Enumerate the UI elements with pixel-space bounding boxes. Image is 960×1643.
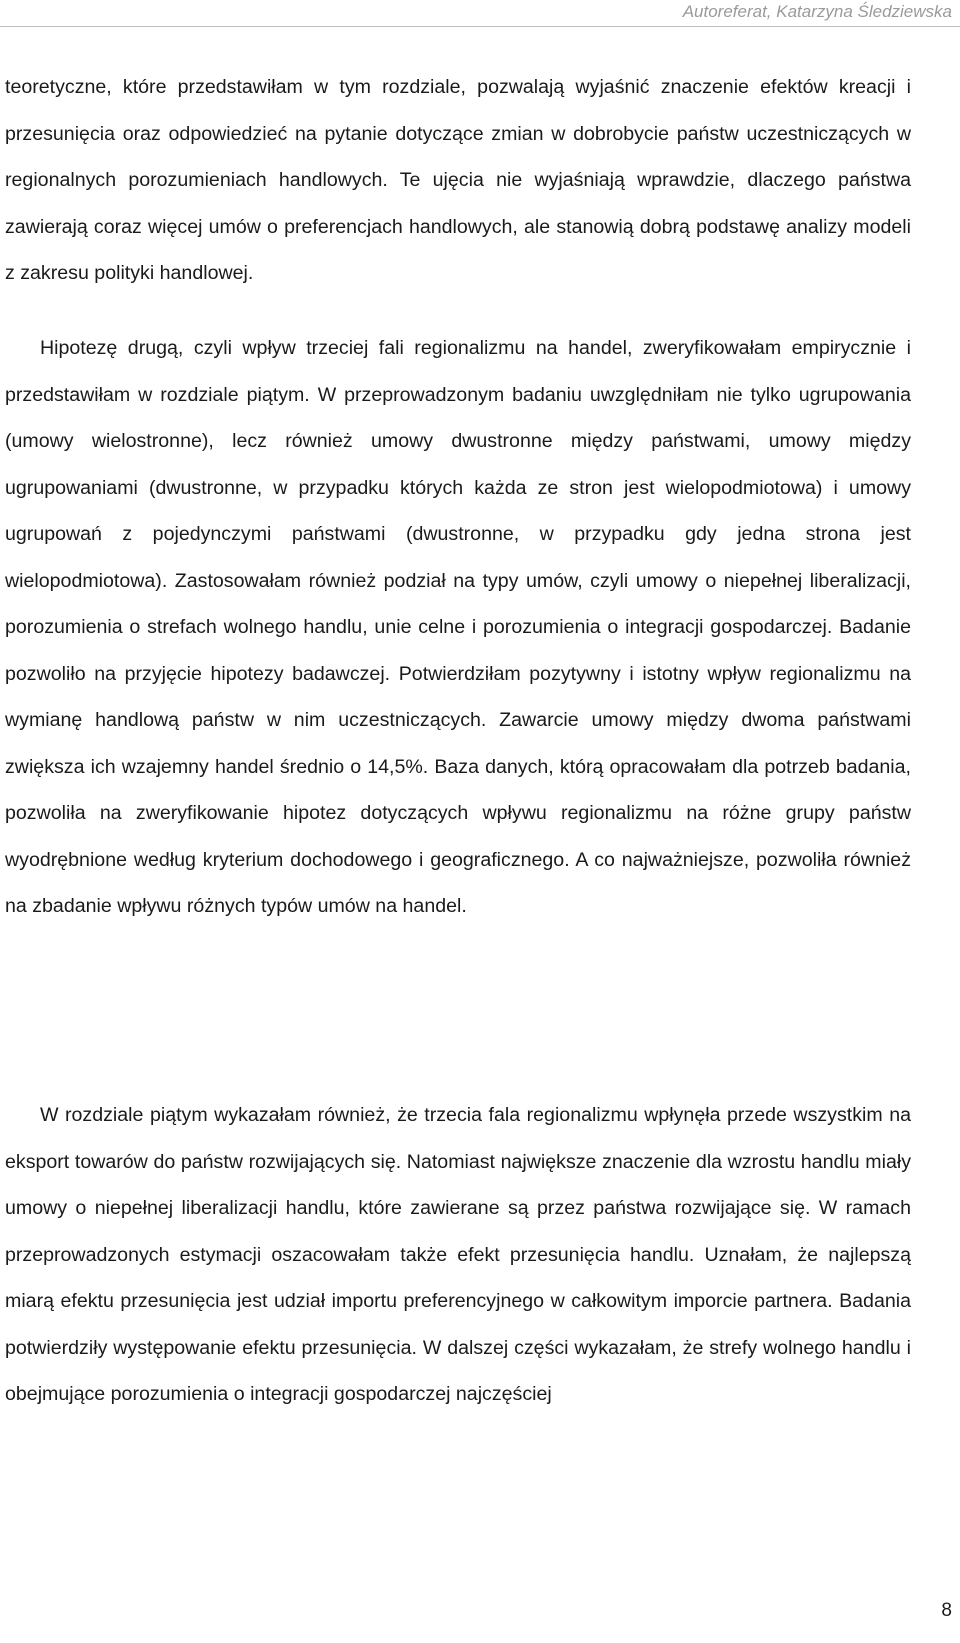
page-number: 8: [941, 1600, 952, 1621]
paragraph-2: Hipotezę drugą, czyli wpływ trzeciej fali regionalizmu na handel, zweryfikowałam empirycznie i przedstawiłam w rozdziale piątym. W przeprowadzonym badaniu uwzględniłam nie tylko ugrupowania (umowy wielostronne), lecz również umowy dwustronne między państwami, umowy między ugrupowaniami (dwustronne, w przypadku których każda ze stron jest wielopodmiotowa) i umowy ugrupowań z pojedynczymi państwami (dwustronne, w przypadku gdy jedna strona jest wielopodmiotowa). Zastosowałam również podział na typy umów, czyli umowy o niepełnej liberalizacji, porozumienia o strefach wolnego handlu, unie celne i porozumienia o integracji gospodarczej. Badanie pozwoliło na przyjęcie hipotezy badawczej. Potwierdziłam pozytywny i istotny wpływ regionalizmu na wymianę handlową państw w nim uczestniczących. Zawarcie umowy między dwoma państwami zwiększa ich wzajemny handel średnio o 14,5%. Baza danych, którą opracowałam dla potrzeb badania, pozwoliła na zweryfikowanie hipotez dotyczących wpływu regionalizmu na różne grupy państw wyodrębnione według kryterium dochodowego i geograficznego. A co najważniejsze, pozwoliła również na zbadanie wpływu różnych typów umów na handel.: [5, 337, 911, 917]
paragraph-1: teoretyczne, które przedstawiłam w tym rozdziale, pozwalają wyjaśnić znaczenie efektów kreacji i przesunięcia oraz odpowiedzieć na pytanie dotyczące zmian w dobrobycie państw uczestniczących w regionalnych porozumieniach handlowych. Te ujęcia nie wyjaśniają wprawdzie, dlaczego państwa zawierają coraz więcej umów o preferencjach handlowych, ale stanowią dobrą podstawę analizy modeli z zakresu polityki handlowej.: [5, 76, 911, 284]
page-header: [0, 0, 960, 27]
running-title: Autoreferat, Katarzyna Śledziewska: [682, 2, 952, 21]
paragraph-3: W rozdziale piątym wykazałam również, że trzecia fala regionalizmu wpłynęła przede wszystkim na eksport towarów do państw rozwijających się. Natomiast największe znaczenie dla wzrostu handlu miały umowy o niepełnej liberalizacji handlu, które zawierane są przez państwa rozwijające się. W ramach przeprowadzonych estymacji oszacowałam także efekt przesunięcia handlu. Uznałam, że najlepszą miarą efektu przesunięcia jest udział importu preferencyjnego w całkowitym imporcie partnera. Badania potwierdziły występowanie efektu przesunięcia. W dalszej części wykazałam, że strefy wolnego handlu i obejmujące porozumienia o integracji gospodarczej najczęściej: [5, 1104, 911, 1405]
